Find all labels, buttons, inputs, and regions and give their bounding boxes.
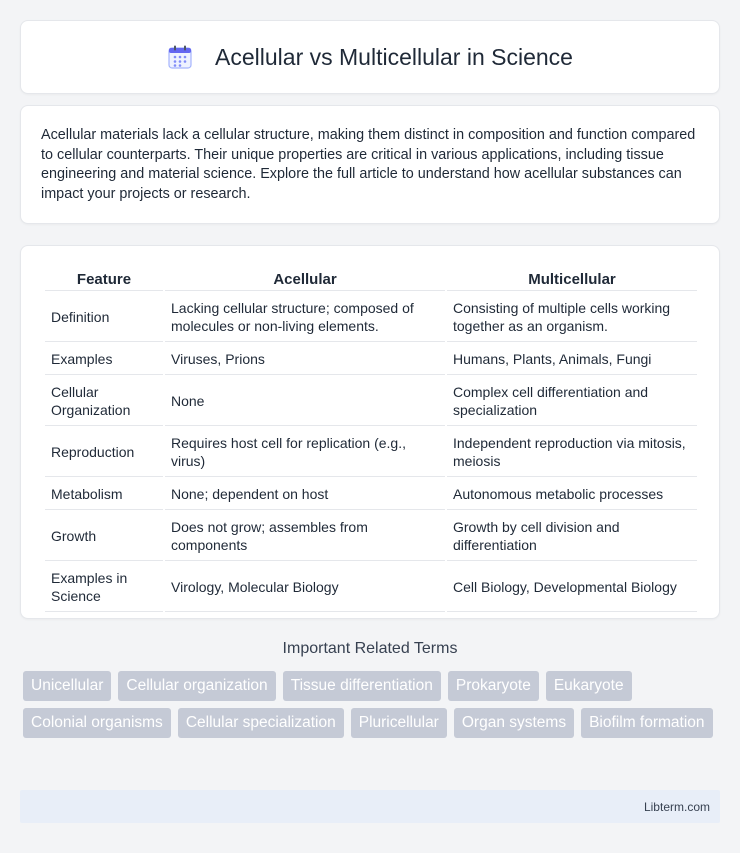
table-cell: Requires host cell for replication (e.g., virus) — [165, 428, 445, 477]
intro-text: Acellular materials lack a cellular structure, making them distinct in composition and function compared to cellular counterparts. Their unique properties are critical in various applications, including tissue engineering and material science. Explore the full article to understand how acellular substances can impact your projects or research. — [41, 127, 696, 202]
table-cell: None; dependent on host — [165, 479, 445, 510]
column-header-multicellular: Multicellular — [447, 268, 697, 291]
tag-colonial-organisms[interactable]: Colonial organisms — [23, 708, 171, 738]
tag-cellular-organization[interactable]: Cellular organization — [118, 671, 275, 701]
table-cell: None — [165, 377, 445, 426]
table-cell: Reproduction — [45, 428, 163, 477]
table-cell: Humans, Plants, Animals, Fungi — [447, 344, 697, 375]
table-cell: Autonomous metabolic processes — [447, 479, 697, 510]
table-row — [45, 344, 697, 375]
table-cell: Examples — [45, 344, 163, 375]
header-card — [20, 20, 720, 94]
table-cell: Virology, Molecular Biology — [165, 563, 445, 612]
related-terms-tags — [23, 671, 723, 738]
table-cell: Cell Biology, Developmental Biology — [447, 563, 697, 612]
table-row — [45, 428, 697, 477]
tag-tissue-differentiation[interactable]: Tissue differentiation — [283, 671, 441, 701]
table-row — [45, 293, 697, 342]
intro-card — [20, 105, 720, 224]
calendar-icon — [167, 44, 193, 70]
table-cell: Growth — [45, 512, 163, 561]
table-cell: Growth by cell division and differentiation — [447, 512, 697, 561]
column-header-feature: Feature — [45, 268, 163, 291]
table-cell: Metabolism — [45, 479, 163, 510]
related-terms-title: Important Related Terms — [282, 640, 458, 657]
table-cell: Independent reproduction via mitosis, meiosis — [447, 428, 697, 477]
page-title: Acellular vs Multicellular in Science — [215, 43, 573, 70]
tag-organ-systems[interactable]: Organ systems — [454, 708, 574, 738]
footer — [20, 790, 720, 823]
tag-eukaryote[interactable]: Eukaryote — [546, 671, 632, 701]
tag-biofilm-formation[interactable]: Biofilm formation — [581, 708, 712, 738]
table-cell: Definition — [45, 293, 163, 342]
comparison-table-card — [20, 245, 720, 619]
tag-cellular-specialization[interactable]: Cellular specialization — [178, 708, 344, 738]
table-cell: Lacking cellular structure; composed of molecules or non-living elements. — [165, 293, 445, 342]
tag-unicellular[interactable]: Unicellular — [23, 671, 111, 701]
table-cell: Examples in Science — [45, 563, 163, 612]
table-cell: Complex cell differentiation and specialization — [447, 377, 697, 426]
table-cell: Viruses, Prions — [165, 344, 445, 375]
table-row — [45, 479, 697, 510]
table-cell: Consisting of multiple cells working together as an organism. — [447, 293, 697, 342]
footer-site-link[interactable]: Libterm.com — [643, 799, 710, 814]
table-header-row — [45, 268, 697, 291]
table-row — [45, 563, 697, 612]
comparison-table — [43, 266, 699, 614]
tag-prokaryote[interactable]: Prokaryote — [448, 671, 539, 701]
table-cell: Does not grow; assembles from components — [165, 512, 445, 561]
table-cell: Cellular Organization — [45, 377, 163, 426]
table-row — [45, 512, 697, 561]
table-row — [45, 377, 697, 426]
column-header-acellular: Acellular — [165, 268, 445, 291]
tag-pluricellular[interactable]: Pluricellular — [351, 708, 447, 738]
